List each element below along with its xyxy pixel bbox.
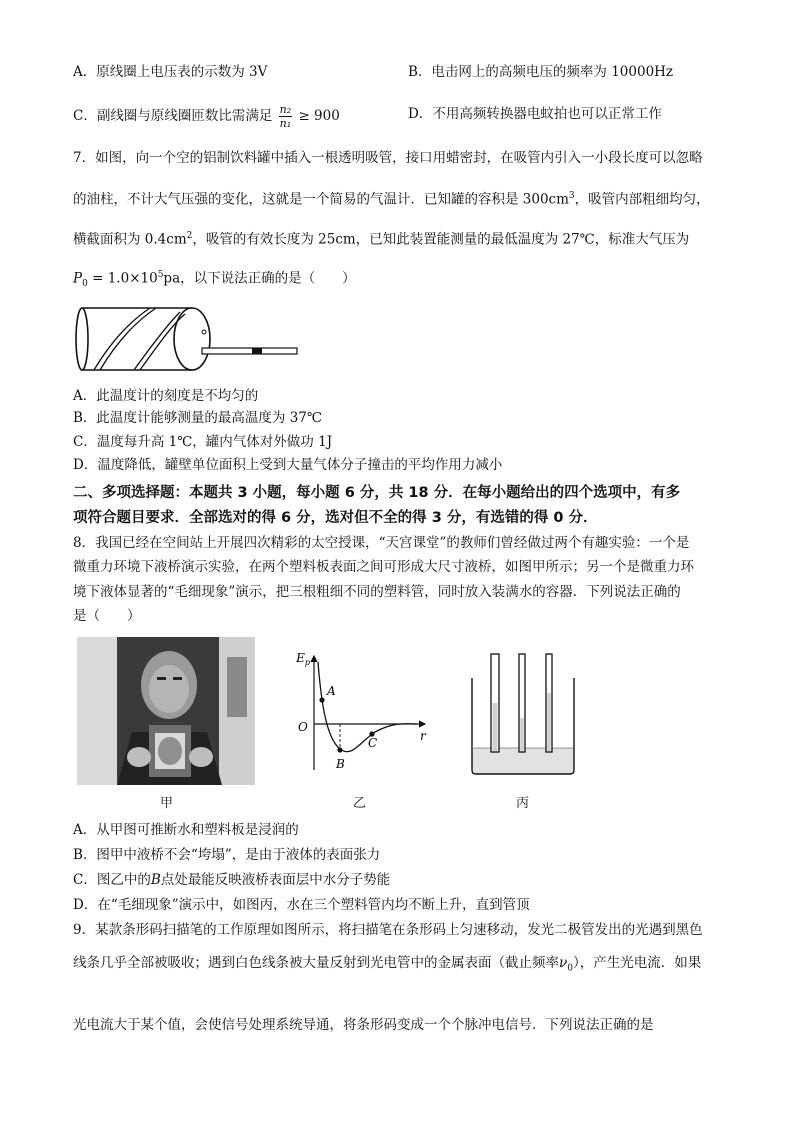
power-exponent: 5: [157, 270, 164, 280]
q7-line-4b: pa，以下说法正确的是（ ）: [163, 270, 356, 287]
graph-y-axis-label: $E_p$: [296, 651, 310, 667]
q6-option-a: A．原线圈上电压表的示数为 3V: [73, 64, 268, 80]
q7-line-3: [73, 226, 689, 250]
q8-option-d: D．在“毛细现象”演示中，如图丙，水在三个塑料管内均不断上升，直到管顶: [73, 897, 530, 913]
ratio-fraction: [279, 103, 293, 130]
q7-line-2b: ，吸管内部粗细均匀，: [574, 191, 710, 208]
graph-x-axis-label: r: [420, 729, 426, 743]
q8-option-c-pre: C．图乙中的: [73, 872, 151, 888]
q7-line-2a: 的油柱，不计大气压强的变化，这就是一个简易的气温计．已知罐的容积是 300cm: [73, 191, 569, 208]
square-exponent: 2: [186, 231, 193, 241]
q7-line-2: [73, 186, 710, 210]
q9-line-2b: ），产生光电流．如果: [572, 955, 702, 971]
point-a-marker: [319, 697, 324, 702]
q7-option-c: C．温度每升高 1℃，罐内气体对外做功 1J: [73, 434, 333, 450]
q6-option-c-inequality: ≥ 900: [298, 108, 340, 124]
cutoff-frequency-symbol: ν: [559, 955, 568, 971]
pressure-symbol: P: [73, 270, 83, 287]
cubic-exponent: 3: [568, 191, 575, 201]
q8-line-2: 微重力环境下液桥演示实验，在两个塑料板表面之间可形成大尺寸液桥，如图甲所示；另一个是微重力环: [73, 559, 694, 575]
point-c-label: C: [368, 736, 378, 750]
q8-line-4: 是（ ）: [73, 608, 141, 624]
potential-energy-graph: [290, 650, 430, 775]
q7-option-b: B．此温度计能够测量的最高温度为 37℃: [73, 410, 322, 426]
point-a-label: A: [327, 684, 336, 698]
q7-option-a: A．此温度计的刻度是不均匀的: [73, 388, 259, 404]
q9-line-1: 9．某款条形码扫描笔的工作原理如图所示，将扫描笔在条形码上匀速移动，发光二极管发出的光遇到黑色: [73, 922, 703, 938]
q7-option-d: D．温度降低，罐壁单位面积上受到大量气体分子撞击的平均作用力减小: [73, 457, 503, 473]
section-2-heading-line-2: 项符合题目要求．全部选对的得 6 分，选对但不全的得 3 分，有选错的得 0 分．: [73, 510, 598, 526]
q7-line-4: [73, 265, 356, 294]
q9-line-3: 光电流大于某个值，会使信号处理系统导通，将条形码变成一个个脉冲电信号．下列说法正确的是: [73, 1017, 654, 1033]
q7-line-1: 7．如图，向一个空的铝制饮料罐中插入一根透明吸管，接口用蜡密封，在吸管内引入一小段长度可以忽略: [73, 150, 703, 166]
q8-line-1: 8．我国已经在空间站上开展四次精彩的太空授课，“天宫课堂”的教师们曾经做过两个有趣实验：一个是: [73, 535, 690, 551]
liquid-bridge-photo: [77, 637, 255, 785]
q6-option-b: B．电击网上的高频电压的频率为 10000Hz: [408, 64, 674, 80]
cutoff-frequency-subscript: 0: [567, 963, 573, 974]
q6-option-d: D．不用高频转换器电蚊拍也可以正常工作: [408, 106, 662, 122]
q8-line-3: 境下液体显著的“毛细现象”演示，把三根粗细不同的塑料管，同时放入装满水的容器．下列说法正确的: [73, 584, 681, 600]
point-b-label: B: [336, 757, 345, 771]
q7-line-4a: = 1.0×10: [87, 270, 158, 287]
pressure-subscript: 0: [82, 279, 88, 290]
q9-line-2: [73, 953, 701, 979]
q6-option-c-text: C．副线圈与原线圈匝数比需满足: [73, 108, 273, 124]
capillary-tubes-figure: [468, 648, 578, 776]
figure-bing-caption: 丙: [516, 796, 530, 811]
q8-option-a: A．从甲图可推断水和塑料板是浸润的: [73, 822, 299, 838]
fraction-denominator: n₁: [279, 117, 292, 130]
q8-option-c-point: B: [150, 872, 161, 888]
section-2-heading-line-1: 二、多项选择题：本题共 3 小题，每小题 6 分，共 18 分．在每小题给出的四个选项中，有多: [73, 485, 681, 501]
q7-line-3b: ，吸管的有效长度为 25cm，已知此装置能测量的最低温度为 27℃，标准大气压为: [192, 231, 690, 248]
thermometer-can-figure: [72, 300, 302, 376]
q6-option-c: [73, 103, 340, 130]
fraction-numerator: n₂: [279, 103, 292, 116]
figure-yi-caption: 乙: [353, 796, 367, 811]
q8-option-c-post: 点处最能反映液桥表面层中水分子势能: [160, 872, 391, 888]
q9-line-2a: 线条几乎全部被吸收；遇到白色线条被大量反射到光电管中的金属表面（截止频率: [73, 955, 559, 971]
q7-line-3a: 横截面积为 0.4cm: [73, 231, 187, 248]
q8-option-b: B．图甲中液桥不会“垮塌”，是由于液体的表面张力: [73, 847, 381, 863]
point-b-marker: [337, 747, 342, 752]
potential-curve: [318, 662, 416, 752]
graph-origin-label: O: [298, 720, 308, 734]
figure-jia-caption: 甲: [160, 796, 174, 811]
q8-option-c: [73, 870, 390, 890]
